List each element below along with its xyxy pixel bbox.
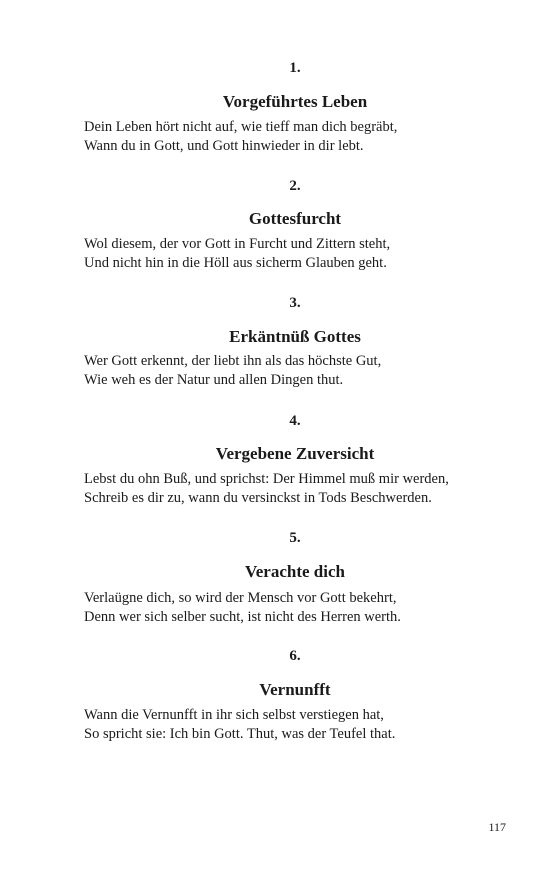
- epigram-number: 1.: [289, 60, 301, 76]
- epigram-verse: [84, 470, 514, 508]
- verse-line: Lebst du ohn Buß, und sprichst: Der Himmel muß mir werden,: [84, 471, 449, 487]
- epigram-number: 5.: [289, 530, 301, 546]
- verse-line: So spricht sie: Ich bin Gott. Thut, was der Teufel that.: [84, 726, 396, 742]
- epigram-verse: [84, 235, 514, 273]
- verse-line: Wann die Vernunfft in ihr sich selbst verstiegen hat,: [84, 707, 384, 723]
- epigram-title: Vorgeführtes Leben: [222, 92, 368, 111]
- verse-line: Wann du in Gott, und Gott hinwieder in dir lebt.: [84, 138, 364, 154]
- epigram-number: 4.: [289, 413, 301, 429]
- verse-line: Schreib es dir zu, wann du versinckst in Tods Beschwerden.: [84, 490, 432, 506]
- epigram-title: Gottesfurcht: [248, 209, 342, 228]
- verse-line: Und nicht hin in die Höll aus sicherm Glauben geht.: [84, 255, 387, 271]
- epigram-title: Vergebene Zuversicht: [215, 444, 375, 463]
- verse-line: Denn wer sich selber sucht, ist nicht des Herren werth.: [84, 609, 401, 625]
- epigram-title: Verachte dich: [245, 562, 345, 581]
- epigram-number: 2.: [289, 178, 301, 194]
- verse-line: Verlaügne dich, so wird der Mensch vor Gott bekehrt,: [84, 590, 397, 606]
- epigram-number: 6.: [289, 648, 301, 664]
- verse-line: Wie weh es der Natur und allen Dingen thut.: [84, 372, 344, 388]
- epigram-verse: [84, 118, 514, 156]
- epigram-title: Vernunfft: [259, 680, 331, 699]
- epigram-number: 3.: [289, 295, 301, 311]
- verse-line: Wer Gott erkennt, der liebt ihn als das höchste Gut,: [84, 353, 382, 369]
- epigram-verse: [84, 706, 514, 744]
- epigram-verse: [84, 352, 514, 390]
- verse-line: Wol diesem, der vor Gott in Furcht und Zittern steht,: [84, 236, 391, 252]
- epigram-title: Erkäntnüß Gottes: [229, 327, 361, 346]
- verse-line: Dein Leben hört nicht auf, wie tieff man dich begräbt,: [84, 119, 398, 135]
- page-number: 117: [488, 820, 506, 834]
- epigram-verse: [84, 589, 514, 627]
